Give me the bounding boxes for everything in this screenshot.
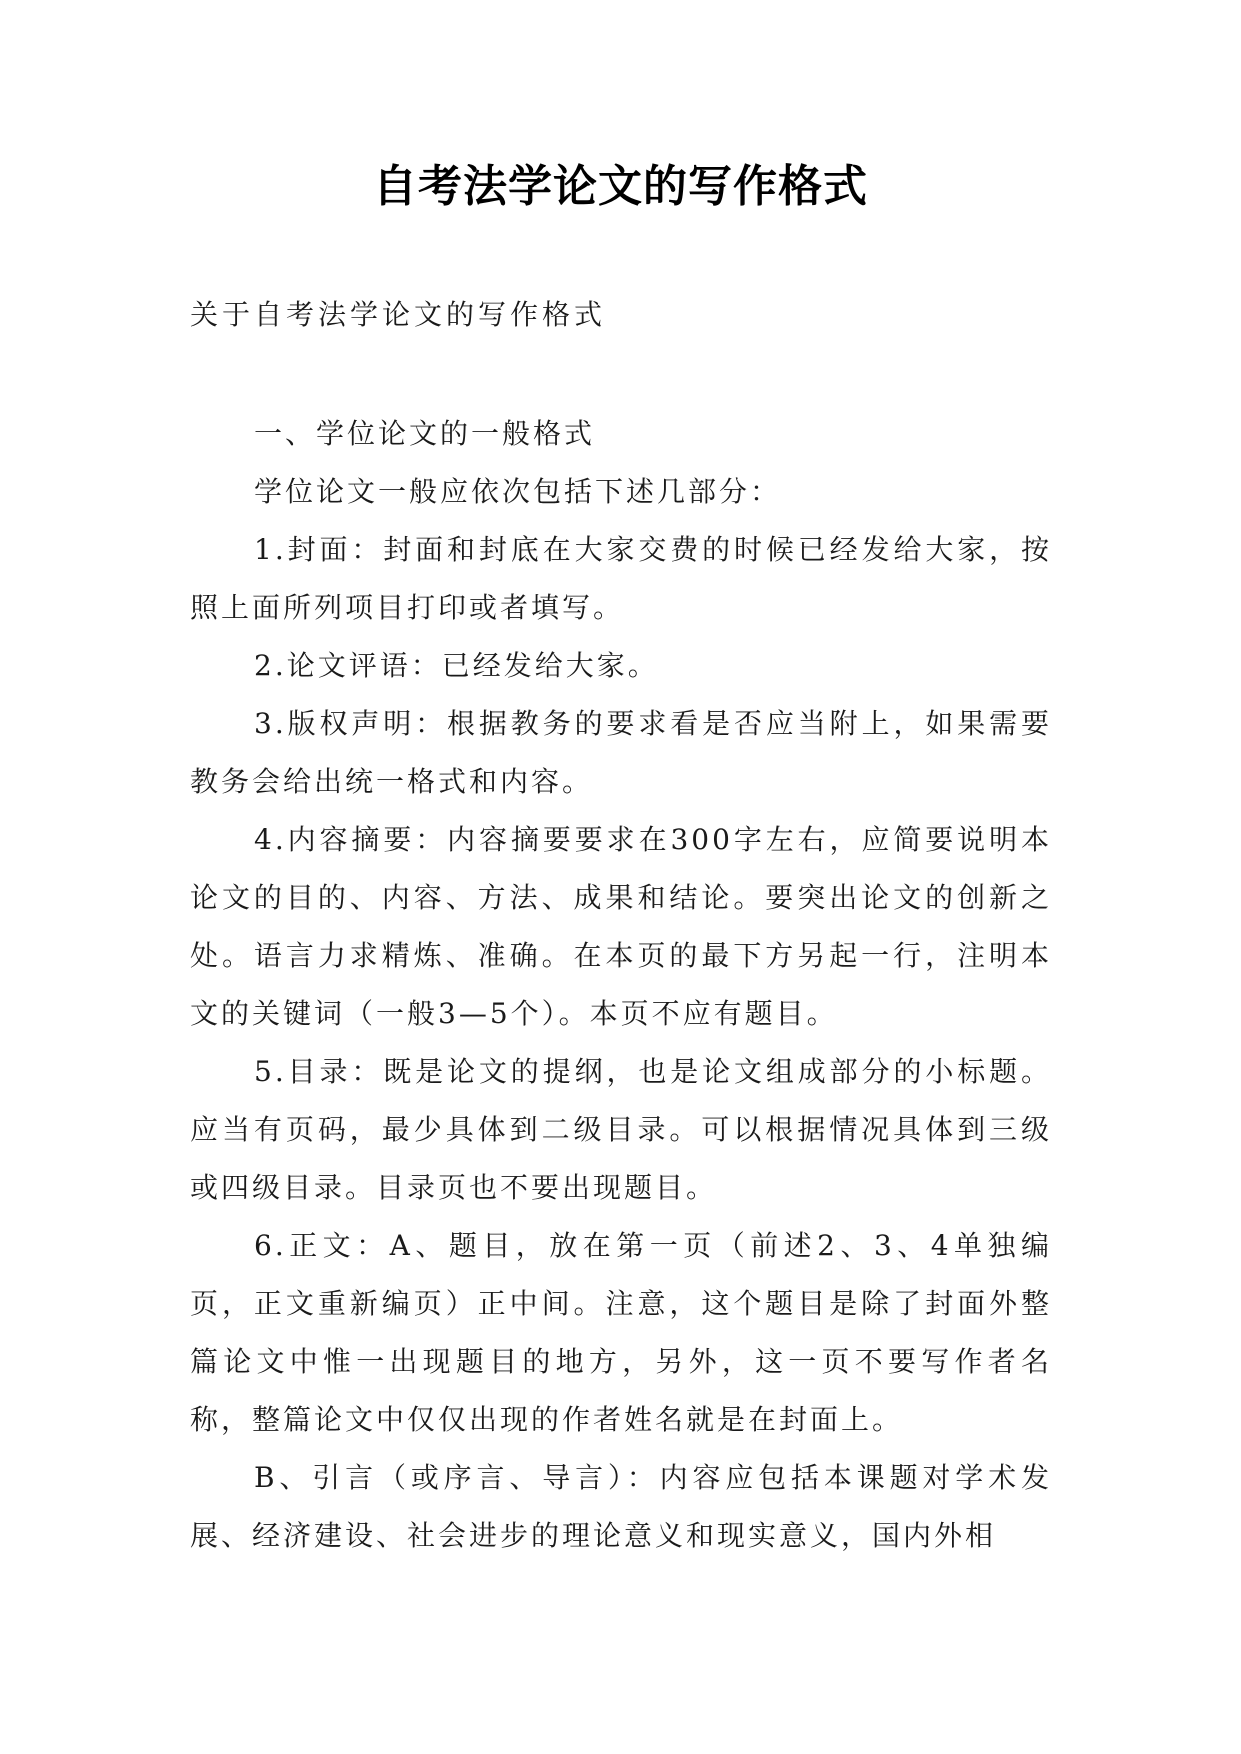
paragraph-contents: 5.目录：既是论文的提纲，也是论文组成部分的小标题。应当有页码，最少具体到二级目录。可以根据情况具体到三级或四级目录。目录页也不要出现题目。 (190, 1055, 1052, 1204)
paragraph-introduction: B、引言（或序言、导言）：内容应包括本课题对学术发展、经济建设、社会进步的理论意义和现实意义，国内外相 (190, 1461, 1052, 1552)
paragraph-copyright: 3.版权声明：根据教务的要求看是否应当附上，如果需要教务会给出统一格式和内容。 (190, 707, 1052, 798)
paragraph-intro: 学位论文一般应依次包括下述几部分： (254, 475, 782, 508)
paragraph-main-text: 6.正文：A、题目，放在第一页（前述2、3、4单独编页，正文重新编页）正中间。注意，这个题目是除了封面外整篇论文中惟一出现题目的地方，另外，这一页不要写作者名称，整篇论文中仅仅出现的作者姓名就是在封面上。 (190, 1229, 1052, 1436)
section-heading: 一、学位论文的一般格式 (254, 417, 596, 450)
document-body (190, 405, 1052, 1565)
paragraph-abstract: 4.内容摘要：内容摘要要求在300字左右，应简要说明本论文的目的、内容、方法、成果和结论。要突出论文的创新之处。语言力求精炼、准确。在本页的最下方另起一行，注明本文的关键词（一般3—5个）。本页不应有题目。 (190, 823, 1052, 1030)
paragraph-review: 2.论文评语：已经发给大家。 (254, 649, 659, 682)
document-subtitle: 关于自考法学论文的写作格式 (190, 298, 607, 331)
paragraph-cover: 1.封面：封面和封底在大家交费的时候已经发给大家，按照上面所列项目打印或者填写。 (190, 533, 1052, 624)
document-title: 自考法学论文的写作格式 (373, 161, 868, 212)
